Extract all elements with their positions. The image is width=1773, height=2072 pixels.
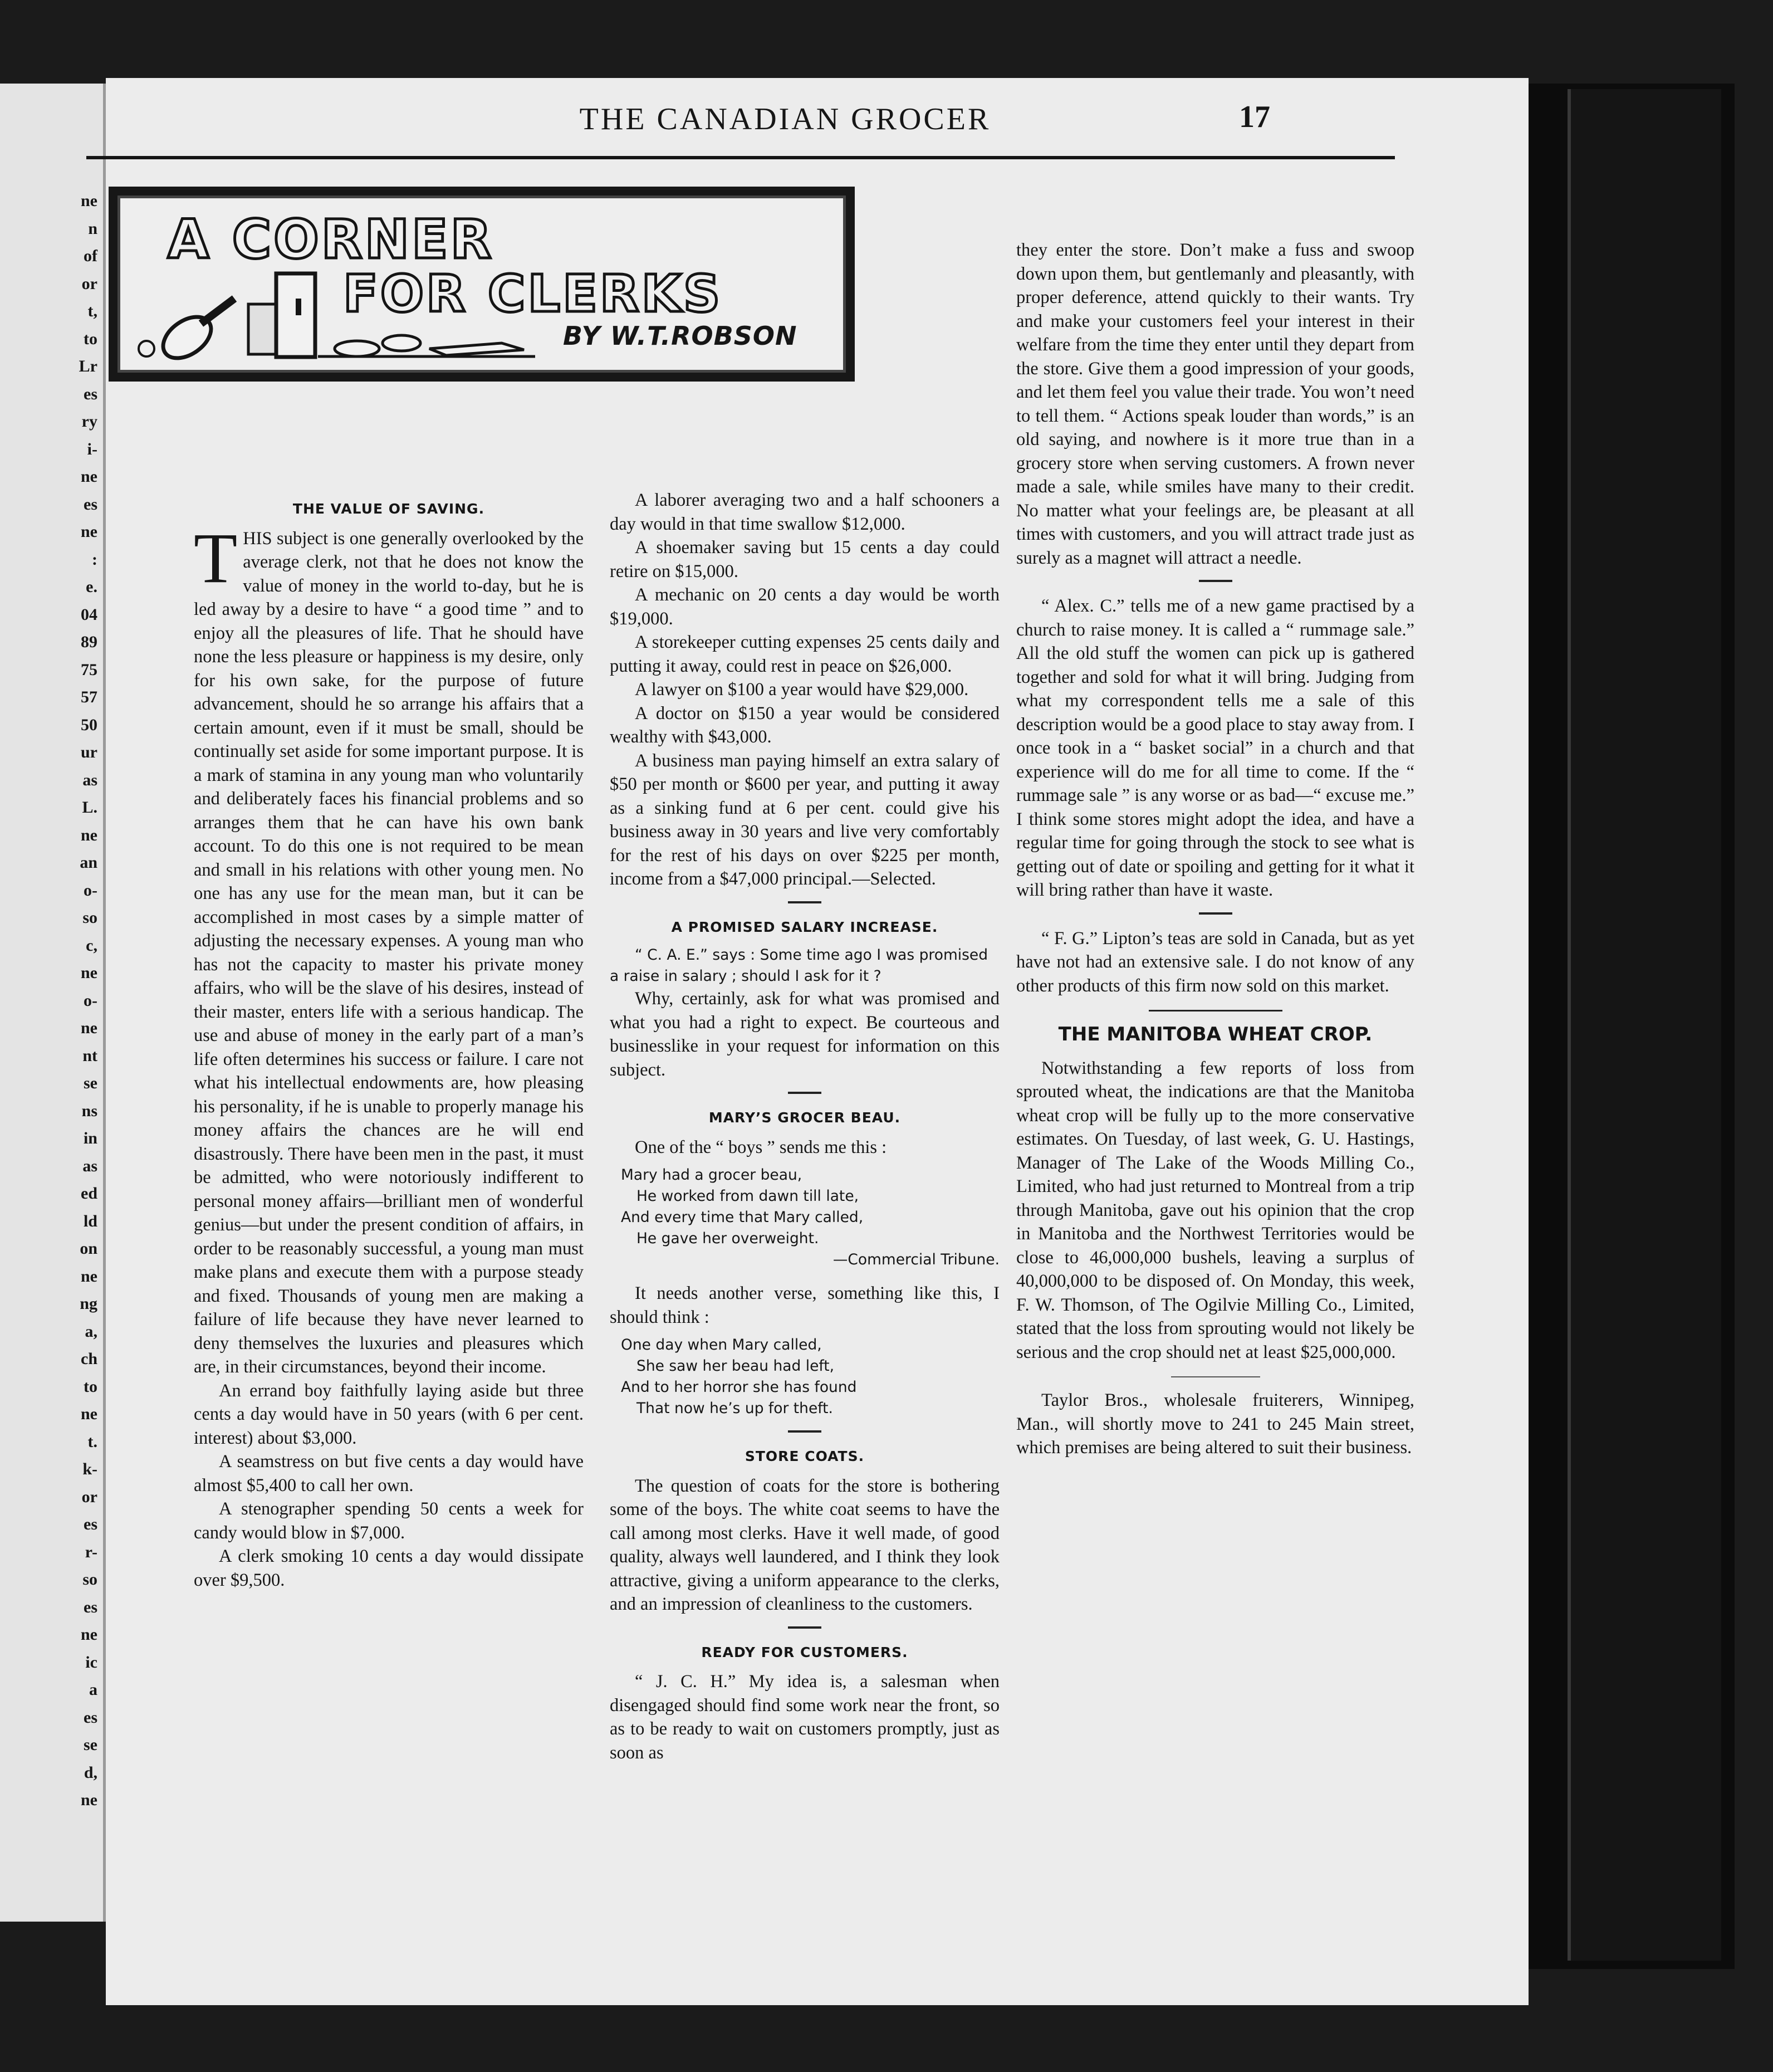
left-page-fragment: or: [81, 1487, 97, 1506]
page-number: 17: [1239, 100, 1270, 134]
left-page-fragment: an: [80, 853, 97, 872]
left-page-fragment: ry: [81, 412, 97, 431]
poem-attribution: —Commercial Tribune.: [832, 1251, 1000, 1268]
poem-line: She saw her beau had left,: [636, 1357, 835, 1375]
left-page-fragment: to: [84, 1377, 97, 1396]
paragraph-store-coats: The question of coats for the store is bothering some of the boys. The white coat seems to have the call among most clerks. Have it well made, of good quality, always well laundered, and I think they look attractive, giving a uniform appearance to the clerks, and an impression of cleanliness to the customers.: [610, 1475, 1000, 1614]
left-page-fragment: ns: [81, 1101, 97, 1120]
article-column-3: [1016, 238, 1414, 1460]
paragraph-errand-boy: An errand boy faithfully laying aside but three cents a day would have in 50 years (with 6 per cent. interest) about $3,000.: [194, 1380, 584, 1448]
left-page-fragment: 50: [81, 715, 97, 734]
heading-promised-salary-increase: A PROMISED SALARY INCREASE.: [671, 918, 938, 935]
left-page-fragment: ne: [81, 964, 97, 982]
left-page-fragment: ed: [81, 1184, 97, 1203]
left-page-fragment: ic: [85, 1653, 97, 1672]
column-banner-inner: [117, 196, 846, 373]
left-page-fragment: ne: [81, 1791, 97, 1809]
left-page-fragment: o-: [84, 991, 97, 1010]
banner-byline: BY W.T.ROBSON: [563, 321, 797, 351]
paragraph-storekeeper: A storekeeper cutting expenses 25 cents daily and putting it away, could rest in peace on $26,000.: [610, 632, 1000, 676]
paragraph-taylor-bros: Taylor Bros., wholesale fruiterers, Winnipeg, Man., will shortly move to 241 to 245 Main street, which premises are being altered to suit their business.: [1016, 1390, 1414, 1458]
left-page-fragment: :: [92, 550, 97, 569]
article-column-2: [610, 488, 1000, 1765]
left-page-fragment: to: [84, 329, 97, 348]
left-page-fragment: d,: [84, 1763, 97, 1782]
left-page-fragment: as: [82, 1156, 97, 1175]
paragraph-rummage-sale: “ Alex. C.” tells me of a new game practised by a church to raise money. It is called a “ rummage sale.” All the old stuff the women can pick up is gathered together and sold for what it will bring. Judging from what my correspondent tells me a sale of this description would be a good place to stay away from. I once took in a “ basket social” in a church and that experience will do me for all time to come. If the “ rummage sale ” is any worse or as bad—“ excuse me.” I think some stores might adopt the idea, and have a regular time for going through the stock to see what is getting out of date or spoiling and getting for it what it will bring rather than have it waste.: [1016, 596, 1414, 900]
question-salary-increase: “ C. A. E.” says : Some time ago I was promised a raise in salary ; should I ask for it ?: [610, 946, 988, 985]
section-separator: [788, 1626, 821, 1629]
column-banner: [109, 187, 855, 382]
left-page-fragment: ld: [83, 1211, 97, 1230]
left-page-fragment: in: [83, 1129, 97, 1147]
left-page-fragment: so: [82, 1570, 97, 1589]
left-page-fragment: Lr: [79, 357, 97, 375]
book-binding-edge: [1529, 84, 1735, 1969]
article-column-1: [194, 493, 584, 1592]
drop-cap: T: [194, 518, 238, 598]
paragraph-laborer: A laborer averaging two and a half schooners a day would in that time swallow $12,000.: [610, 490, 1000, 534]
left-facing-page: [0, 84, 106, 1922]
paragraph-ready-for-customers: “ J. C. H.” My idea is, a salesman when disengaged should find some work near the front, so as to be ready to wait on customers promptly, just as soon as: [610, 1672, 1000, 1763]
left-page-fragment: ne: [81, 1405, 97, 1423]
left-page-fragment: 75: [81, 660, 97, 679]
paragraph-doctor: A doctor on $150 a year would be considered wealthy with $43,000.: [610, 703, 1000, 747]
left-page-fragment: se: [84, 1736, 97, 1754]
left-page-fragment: ne: [81, 825, 97, 844]
left-page-fragment: ng: [80, 1294, 97, 1313]
left-page-fragment: a: [89, 1680, 97, 1699]
left-page-fragment: ne: [81, 1625, 97, 1644]
heading-store-coats: STORE COATS.: [745, 1448, 865, 1464]
left-page-fragment: t.: [87, 1432, 97, 1451]
grocery-tools-illustration: [134, 265, 557, 365]
article-separator: [1149, 1010, 1282, 1011]
left-page-fragment: ne: [81, 1019, 97, 1037]
banner-title-line1: A CORNER: [168, 208, 494, 271]
paragraph-value-of-saving: [194, 518, 584, 1379]
paragraph-text: HIS subject is one generally overlooked by the average clerk, not that he does not know the value of money in the world to-day, but he is led away by a desire to have “ a good time ” and to enjoy all the pleasures of life. That he should have none the less pleasure or happiness is my desire, only for his own sake, for the purpose of future advancement, should he so arrange his affairs that a certain amount, even if it must be small, should be continually set aside for some important purpose. It is a mark of stamina in any young man who voluntarily and deliberately faces his financial problems and so arranges them that he can have his own bank account. To do this one is not required to be mean and small in his relations with other young men. No one has any use for the mean man, but it can be accomplished in most cases by a simple matter of adjusting the necessary expenses. A young man who has not the capacity to master his private money affairs, who will be the slave of his desires, instead of their master, enters life with a serious handicap. The use and abuse of money in the early part of a man’s life often determines his success or failure. I care not what his intellectual endowments are, how pleasing his personality, if he is unable to properly manage his money affairs the chances are he will end disastrously. There have been men in the past, it must be admitted, who were notoriously indifferent to personal money affairs—brilliant men of wonderful genius—but under the present condition of affairs, in order to be reasonably successful, a young man must make plans and execute them with a purpose steady and fixed. Thousands of young men are making a failure of life because they have never learned to deny themselves the luxuries and pleasures which are, in their circumstances, beyond their income.: [194, 528, 584, 1377]
heading-manitoba-wheat-crop: THE MANITOBA WHEAT CROP.: [1058, 1023, 1373, 1045]
left-page-fragment: ch: [81, 1350, 97, 1368]
paragraph-lawyer: A lawyer on $100 a year would have $29,000.: [635, 680, 969, 700]
header-rule: [86, 156, 1395, 159]
left-page-fragment: o-: [84, 881, 97, 900]
section-separator: [1171, 1376, 1260, 1377]
paragraph-wheat-crop: Notwithstanding a few reports of loss from sprouted wheat, the indications are that the Manitoba wheat crop will be fully up to the more conservative estimates. On Tuesday, of last week, G. U. Hastings, Manager of The Lake of the Woods Milling Co., Limited, who had just returned to Montreal from a trip through Manitoba, gave out his opinion that the crop in Manitoba and the Northwest Territories would be close to 46,000,000 bushels, leaving a surplus of 40,000,000 to be disposed of. On Monday, this week, F. W. Thomson, of The Ogilvie Milling Co., Limited, stated that the loss from sprouting would not likely be serious and the crop should net at least $25,000,000.: [1016, 1058, 1414, 1362]
left-page-fragment: r-: [85, 1542, 97, 1561]
left-page-fragment: a,: [85, 1322, 97, 1341]
left-page-fragment: 04: [81, 605, 97, 624]
section-separator: [1199, 912, 1232, 915]
poem-line: And to her horror she has found: [621, 1379, 857, 1396]
paragraph-clerk-smoking: A clerk smoking 10 cents a day would dissipate over $9,500.: [194, 1546, 584, 1590]
paragraph-customers-continued: they enter the store. Don’t make a fuss and swoop down upon them, but gentlemanly and pleasantly, with proper deference, attend quickly to their wants. Try and make your customers feel your interest in their welfare from the time they enter until they depart from the store. Give them a good impression of your goods, and let them feel you value their trade. You won’t need to tell them. “ Actions speak louder than words,” is an old saying, and nowhere is it more true than in a grocery store when serving customers. A frown never made a sale, while smiles have many to their credit. No matter what your feelings are, be pleasant at all times with customers, and you will attract trade just as surely as a magnet will attract a needle.: [1016, 240, 1414, 568]
poem-line: He gave her overweight.: [636, 1230, 819, 1247]
answer-salary-increase: Why, certainly, ask for what was promised and what you had a right to expect. Be courteous and businesslike in your request for information on this subject.: [610, 989, 1000, 1080]
poem-line: And every time that Mary called,: [621, 1209, 864, 1226]
heading-marys-grocer-beau: MARY’S GROCER BEAU.: [708, 1110, 901, 1126]
left-page-fragment: t,: [87, 302, 97, 320]
left-page-fragment: of: [84, 247, 97, 265]
left-page-fragment: ur: [81, 743, 97, 761]
left-page-fragment: on: [80, 1239, 97, 1258]
left-page-fragment: e.: [86, 578, 97, 596]
heading-ready-for-customers: READY FOR CUSTOMERS.: [701, 1644, 908, 1660]
paragraph-mechanic: A mechanic on 20 cents a day would be worth $19,000.: [610, 585, 1000, 629]
left-page-fragment: k-: [82, 1460, 97, 1478]
left-page-fragment: ne: [81, 522, 97, 541]
banner-title-line2: FOR CLERKS: [343, 264, 723, 324]
left-page-fragment: ne: [81, 1267, 97, 1286]
paragraph-business-man: A business man paying himself an extra salary of $50 per month or $600 per year, and putting it away as a sinking fund at 6 per cent. could give his business away in 30 years and live very comfortably for the rest of his days on over $225 per month, income from a $47,000 principal.—Selected.: [610, 750, 1000, 889]
left-page-fragment: se: [84, 1074, 97, 1092]
left-page-fragment: c,: [86, 936, 97, 955]
left-page-fragment: nt: [82, 1046, 97, 1065]
left-page-fragment: or: [81, 274, 97, 293]
poem-second-verse: [610, 1335, 1000, 1419]
paragraph-stenographer: A stenographer spending 50 cents a week for candy would blow in $7,000.: [194, 1499, 584, 1543]
book-spine: [1568, 89, 1721, 1961]
left-page-fragment: i-: [87, 439, 97, 458]
left-page-fragment: n: [88, 219, 97, 238]
paragraph-seamstress: A seamstress on but five cents a day would have almost $5,400 to call her own.: [194, 1452, 584, 1496]
paragraph-liptons-teas: “ F. G.” Lipton’s teas are sold in Canada, but as yet have not had an extensive sale. I do not know of any other products of this firm now sold on this market.: [1016, 928, 1414, 996]
left-page-fragment: as: [82, 770, 97, 789]
paragraph-another-verse: It needs another verse, something like this, I should think :: [610, 1283, 1000, 1327]
left-page-fragment: so: [82, 908, 97, 927]
left-page-fragment: ne: [81, 467, 97, 486]
left-page-fragment: L.: [82, 798, 97, 817]
left-page-fragment: 57: [81, 688, 97, 706]
paragraph-boys-sends: One of the “ boys ” sends me this :: [635, 1137, 887, 1157]
heading-value-of-saving: THE VALUE OF SAVING.: [292, 501, 485, 517]
paragraph-shoemaker: A shoemaker saving but 15 cents a day could retire on $15,000.: [610, 537, 1000, 581]
left-page-fragment: es: [84, 1597, 97, 1616]
left-page-fragment: 89: [81, 633, 97, 651]
poem-line: That now he’s up for theft.: [636, 1400, 833, 1417]
section-separator: [788, 1430, 821, 1433]
running-header-title: THE CANADIAN GROCER: [579, 102, 991, 136]
poem-line: He worked from dawn till late,: [636, 1188, 859, 1205]
left-page-fragment: es: [84, 384, 97, 403]
left-page-fragment: es: [84, 495, 97, 514]
left-page-fragment: es: [84, 1515, 97, 1533]
poem-mary-grocer-beau: [610, 1165, 1000, 1270]
section-separator: [788, 901, 821, 903]
left-page-fragment: ne: [81, 192, 97, 210]
poem-line: One day when Mary called,: [621, 1336, 822, 1353]
section-separator: [788, 1092, 821, 1094]
left-page-fragment: es: [84, 1708, 97, 1727]
section-separator: [1199, 580, 1232, 582]
poem-line: Mary had a grocer beau,: [621, 1166, 802, 1184]
